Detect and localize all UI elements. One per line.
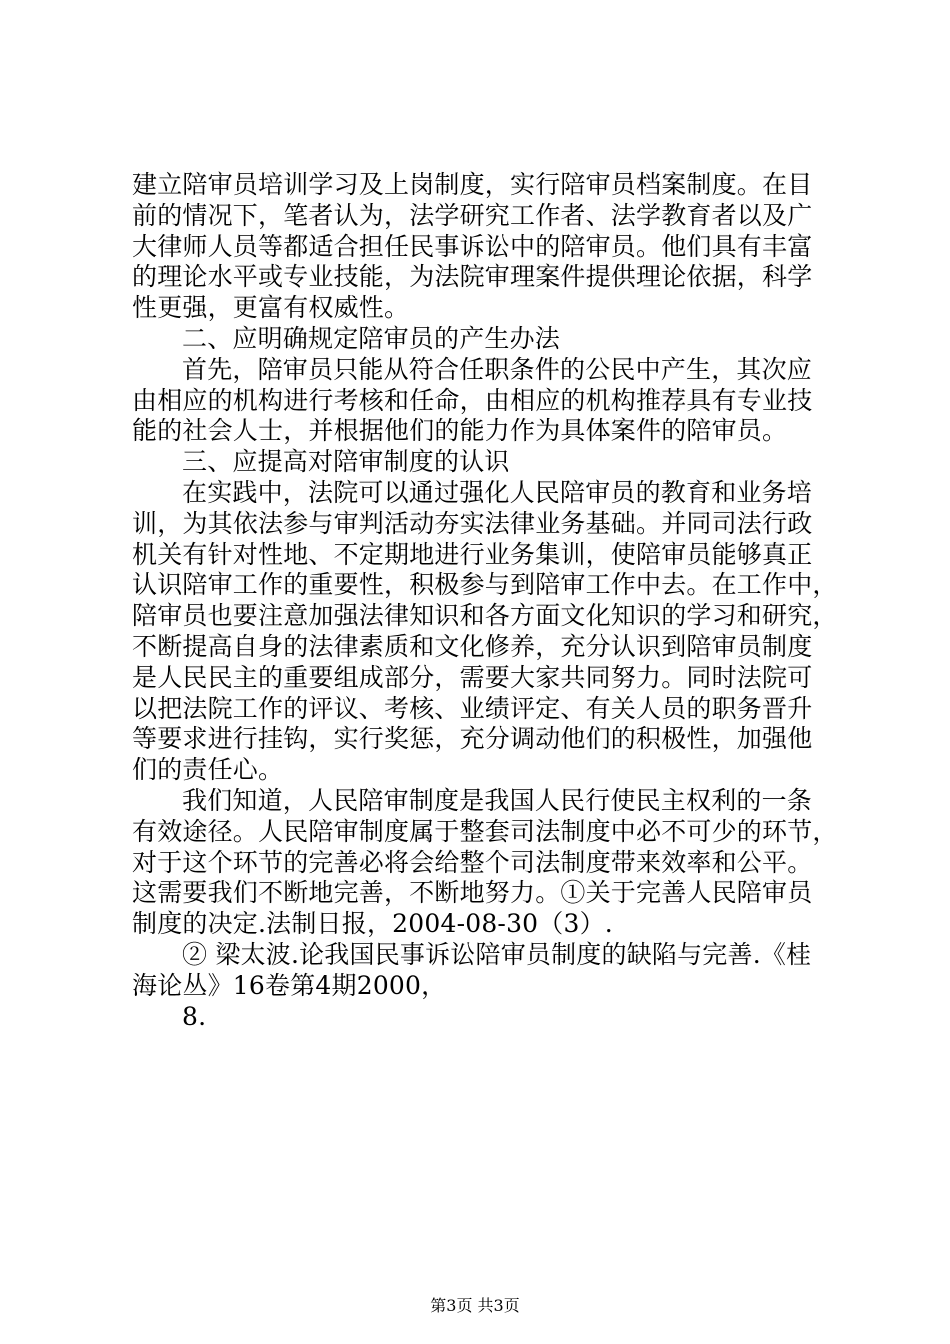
text-line: 性更强，更富有权威性。	[132, 293, 410, 323]
text-line: 这需要我们不断地完善，不断地努力。①关于完善人民陪审员	[132, 878, 813, 908]
text-line: 在实践中，法院可以通过强化人民陪审员的教育和业务培	[182, 477, 813, 507]
text-line: 以把法院工作的评议、考核、业绩评定、有关人员的职务晋升	[132, 693, 813, 723]
text-line: 由相应的机构进行考核和任命，由相应的机构推荐具有专业技	[132, 385, 813, 415]
text-line: 不断提高自身的法律素质和文化修养，充分认识到陪审员制度	[132, 631, 813, 661]
text-line: 是人民民主的重要组成部分，需要大家共同努力。同时法院可	[132, 662, 813, 692]
text-line: 的理论水平或专业技能，为法院审理案件提供理论依据，科学	[132, 262, 813, 292]
text-line: 训，为其依法参与审判活动夯实法律业务基础。并同司法行政	[132, 508, 813, 538]
reference-line: 海论丛》16卷第4期2000，	[132, 970, 447, 1000]
text-line: 制度的决定.法制日报，2004-08-30（3）.	[132, 909, 613, 939]
reference-line: 8.	[182, 1001, 207, 1031]
text-line: 前的情况下，笔者认为，法学研究工作者、法学教育者以及广	[132, 200, 813, 230]
document-body	[132, 170, 838, 1032]
text-line: 我们知道，人民陪审制度是我国人民行使民主权利的一条	[182, 785, 813, 815]
section-heading: 二、应明确规定陪审员的产生办法	[182, 323, 561, 353]
text-line: 们的责任心。	[132, 755, 284, 785]
text-line: 机关有针对性地、不定期地进行业务集训，使陪审员能够真正	[132, 539, 813, 569]
text-line: 首先，陪审员只能从符合任职条件的公民中产生，其次应	[182, 354, 813, 384]
text-line: 陪审员也要注意加强法律知识和各方面文化知识的学习和研究，	[132, 601, 838, 631]
text-line: 对于这个环节的完善必将会给整个司法制度带来效率和公平。	[132, 847, 813, 877]
text-line: 认识陪审工作的重要性，积极参与到陪审工作中去。在工作中，	[132, 570, 838, 600]
text-line: 能的社会人士，并根据他们的能力作为具体案件的陪审员。	[132, 416, 788, 446]
page-number-label: 第3页 共3页	[430, 1296, 520, 1315]
text-line: 大律师人员等都适合担任民事诉讼中的陪审员。他们具有丰富	[132, 231, 813, 261]
reference-line: ② 梁太波.论我国民事诉讼陪审员制度的缺陷与完善.《桂	[182, 939, 812, 969]
page-footer	[0, 1296, 950, 1316]
section-heading: 三、应提高对陪审制度的认识	[182, 447, 510, 477]
text-line: 有效途径。人民陪审制度属于整套司法制度中必不可少的环节，	[132, 816, 838, 846]
text-line: 等要求进行挂钩，实行奖惩，充分调动他们的积极性，加强他	[132, 724, 813, 754]
text-line: 建立陪审员培训学习及上岗制度，实行陪审员档案制度。在目	[132, 170, 813, 199]
